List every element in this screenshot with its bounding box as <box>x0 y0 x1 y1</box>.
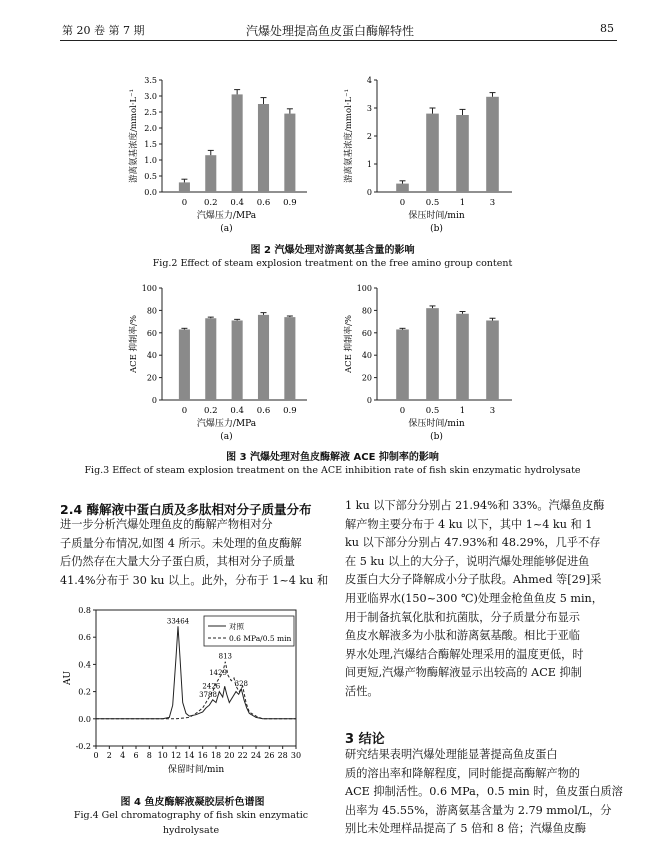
x-axis-label: 保留时间/min <box>167 765 225 775</box>
y-tick-label: 0.0 <box>144 188 157 197</box>
y-tick-label: 80 <box>146 306 157 316</box>
journal-article-title: 汽爆处理提高鱼皮蛋白酶解特性 <box>246 24 415 38</box>
bar <box>232 320 243 400</box>
panel-label: (a) <box>220 432 233 442</box>
legend-label: 对照 <box>229 622 244 631</box>
bar <box>179 329 190 400</box>
x-tick-label: 6 <box>133 751 139 760</box>
y-tick-label: 60 <box>361 328 372 338</box>
header-rule <box>60 40 617 41</box>
x-tick-label: 30 <box>290 751 302 760</box>
text-line: ku 以下部分分别占 47.93%和 48.29%，几乎不存 <box>345 536 601 550</box>
peak-label: 3788 <box>199 690 217 699</box>
text-line: ACE 抑制活性。0.6 MPa，0.5 min 时，鱼皮蛋白质溶 <box>345 785 623 799</box>
y-tick-label: 0.8 <box>78 606 91 615</box>
bar <box>456 314 469 400</box>
x-tick-label: 2 <box>106 751 112 760</box>
x-tick-label: 0.2 <box>204 406 218 416</box>
fig2b-chart <box>335 72 525 240</box>
y-tick-label: 20 <box>361 373 372 383</box>
bar <box>456 115 469 192</box>
y-tick-label: 0.2 <box>78 687 91 697</box>
y-tick-label: 80 <box>361 306 372 316</box>
bar <box>258 315 269 400</box>
bar <box>258 104 269 192</box>
y-tick-label: 0 <box>366 396 372 405</box>
y-axis-label: ACE 抑制率/% <box>344 315 354 373</box>
peak-label: 2426 <box>202 682 221 691</box>
x-tick-label: 18 <box>210 751 222 760</box>
bar <box>205 318 216 400</box>
text-line: 出率为 45.55%，游离氨基含量为 2.79 mmol/L，分 <box>345 803 612 817</box>
bar <box>284 114 295 192</box>
y-tick-label: 3.0 <box>144 92 157 101</box>
x-tick-label: 0.6 <box>256 406 271 416</box>
y-tick-label: 1 <box>366 160 372 169</box>
y-tick-label: 60 <box>146 328 157 338</box>
x-tick-label: 3 <box>489 406 496 416</box>
x-axis-label: 保压时间/min <box>408 211 465 221</box>
text-line: 在 5 ku 以上的大分子，说明汽爆处理能够促进鱼 <box>345 554 590 568</box>
fig3-caption-en: Fig.3 Effect of steam explosion treatment on the ACE inhibition rate of fish skin enzymatic hydrolysate <box>84 465 581 476</box>
y-tick-label: 3 <box>366 104 372 113</box>
y-tick-label: 0.4 <box>78 660 91 670</box>
fig3a-chart <box>120 280 320 448</box>
peak-label: 328 <box>234 679 249 688</box>
x-tick-label: 10 <box>157 751 168 760</box>
x-tick-label: 4 <box>120 751 126 760</box>
bar <box>396 329 409 400</box>
fig2-caption-cn: 图 2 汽爆处理对游离氨基含量的影响 <box>250 245 415 256</box>
bar <box>396 184 409 192</box>
x-tick-label: 1 <box>459 406 466 416</box>
y-tick-label: 40 <box>361 351 372 361</box>
bar <box>426 308 439 400</box>
y-tick-label: 0.0 <box>78 714 91 724</box>
x-tick-label: 0.5 <box>425 198 440 208</box>
y-axis-label: 游离氨基浓度/mmol·L⁻¹ <box>129 88 139 184</box>
x-tick-label: 20 <box>224 751 235 760</box>
text-line: 别比未处理样品提高了 5 倍和 8 倍；汽爆鱼皮酶 <box>345 822 587 836</box>
y-tick-label: 2.0 <box>144 124 157 133</box>
bar <box>426 114 439 192</box>
x-tick-label: 26 <box>264 751 275 760</box>
bar <box>284 317 295 400</box>
y-tick-label: 0 <box>366 188 372 197</box>
y-tick-label: 20 <box>146 373 157 383</box>
y-tick-label: 1.5 <box>144 140 157 149</box>
y-tick-label: 1.0 <box>144 156 157 165</box>
x-tick-label: 12 <box>170 751 182 760</box>
text-line: 鱼皮水解液多为小肽和游离氨基酸。相比于亚临 <box>345 629 580 643</box>
x-tick-label: 0.6 <box>256 198 271 208</box>
section-3-text <box>345 746 623 839</box>
bar <box>486 320 499 400</box>
section-2-4-title: 2.4 酶解液中蛋白质及多肽相对分子质量分布 <box>60 502 312 517</box>
x-tick-label: 0.4 <box>230 198 244 208</box>
section-3-title: 3 结论 <box>345 732 385 747</box>
fig2-caption-en: Fig.2 Effect of steam explosion treatment on the free amino group content <box>152 258 513 269</box>
text-line: 活性。 <box>345 684 379 698</box>
running-header <box>0 0 665 40</box>
x-tick-label: 0.9 <box>283 406 297 416</box>
text-line: 皮蛋白大分子降解成小分子肽段。Ahmed 等[29]采 <box>345 573 602 587</box>
x-tick-label: 0 <box>399 406 406 416</box>
y-tick-label: 2 <box>366 132 372 141</box>
x-axis-label: 汽爆压力/MPa <box>196 419 257 429</box>
fig4-chromatogram <box>62 604 322 784</box>
fig4-caption-en-line1: Fig.4 Gel chromatography of fish skin enzymatic <box>73 810 309 821</box>
y-axis-label: AU <box>63 670 73 686</box>
text-line: 用亚临界水(150~300 ℃)处理金枪鱼鱼皮 5 min， <box>345 591 603 605</box>
section-2-4-right-text <box>345 497 615 702</box>
x-tick-label: 0 <box>181 406 188 416</box>
x-axis-label: 汽爆压力/MPa <box>196 211 257 221</box>
x-tick-label: 22 <box>237 751 248 760</box>
issue-number: 第 20 卷 第 7 期 <box>62 24 145 37</box>
x-tick-label: 24 <box>250 751 262 760</box>
bar <box>205 155 216 192</box>
y-tick-label: 4 <box>366 76 372 85</box>
text-line: 子质量分布情况,如图 4 所示。未处理的鱼皮酶解 <box>60 536 302 550</box>
panel-label: (b) <box>430 432 443 442</box>
fig2a-chart <box>120 72 320 240</box>
bar <box>232 94 243 192</box>
x-tick-label: 0 <box>399 198 406 208</box>
text-line: 1 ku 以下部分分别占 21.94%和 33%。汽爆鱼皮酶 <box>345 499 605 512</box>
x-tick-label: 0.9 <box>283 198 297 208</box>
y-tick-label: 40 <box>146 351 157 361</box>
y-axis-label: 游离氨基浓度/mmol·L⁻¹ <box>344 88 354 184</box>
y-tick-label: -0.2 <box>75 742 91 751</box>
y-tick-label: 0.5 <box>144 172 157 181</box>
x-tick-label: 28 <box>277 751 288 760</box>
x-tick-label: 0.4 <box>230 406 244 416</box>
x-tick-label: 0.5 <box>425 406 440 416</box>
x-axis-label: 保压时间/min <box>408 419 465 429</box>
x-tick-label: 8 <box>146 751 152 760</box>
text-line: 后仍然存在大量大分子蛋白质，其相对分子质量 <box>60 555 295 569</box>
text-line: 质的溶出率和降解程度，同时能提高酶解产物的 <box>345 766 580 780</box>
peak-label: 1429 <box>209 669 227 677</box>
text-line: 41.4%分布于 30 ku 以上。此外，分布于 1~4 ku 和 <box>60 573 329 587</box>
y-tick-label: 0 <box>151 396 157 405</box>
text-line: 解产物主要分布于 4 ku 以下，其中 1~4 ku 和 1 <box>345 517 593 531</box>
fig3b-chart <box>335 280 525 448</box>
page-number: 85 <box>600 22 614 35</box>
bar <box>486 97 499 192</box>
x-tick-label: 3 <box>489 198 496 208</box>
legend-label: 0.6 MPa/0.5 min <box>229 634 292 643</box>
y-tick-label: 3.5 <box>144 76 157 85</box>
text-line: 研究结果表明汽爆处理能显著提高鱼皮蛋白 <box>345 748 558 761</box>
bar <box>179 182 190 192</box>
text-line: 间更短,汽爆产物酶解液显示出较高的 ACE 抑制 <box>345 666 582 680</box>
text-line: 用于制备抗氧化肽和抗菌肽，分子质量分布显示 <box>345 610 580 624</box>
panel-label: (a) <box>220 224 233 234</box>
fig4-caption-en-line2: hydrolysate <box>162 825 220 836</box>
peak-label: 33464 <box>166 617 190 626</box>
series-treated-line <box>96 662 296 719</box>
x-tick-label: 16 <box>197 751 208 760</box>
x-tick-label: 0.2 <box>204 198 218 208</box>
x-tick-label: 0 <box>93 751 99 760</box>
panel-label: (b) <box>430 224 443 234</box>
peak-label: 813 <box>218 652 233 661</box>
y-tick-label: 100 <box>356 284 372 293</box>
section-2-4-left-text <box>60 516 329 590</box>
x-tick-label: 0 <box>181 198 188 208</box>
y-axis-label: ACE 抑制率/% <box>129 315 139 373</box>
text-line: 进一步分析汽爆处理鱼皮的酶解产物相对分 <box>60 518 273 531</box>
y-tick-label: 2.5 <box>144 108 157 117</box>
fig4-caption-cn: 图 4 鱼皮酶解液凝胶层析色谱图 <box>120 797 265 808</box>
fig3-caption-cn: 图 3 汽爆处理对鱼皮酶解液 ACE 抑制率的影响 <box>226 452 439 463</box>
x-tick-label: 1 <box>459 198 466 208</box>
text-line: 界水处理,汽爆结合酶解处理采用的温度更低，时 <box>345 647 584 661</box>
y-tick-label: 100 <box>141 284 157 293</box>
y-tick-label: 0.6 <box>78 633 91 643</box>
x-tick-label: 14 <box>184 751 195 760</box>
